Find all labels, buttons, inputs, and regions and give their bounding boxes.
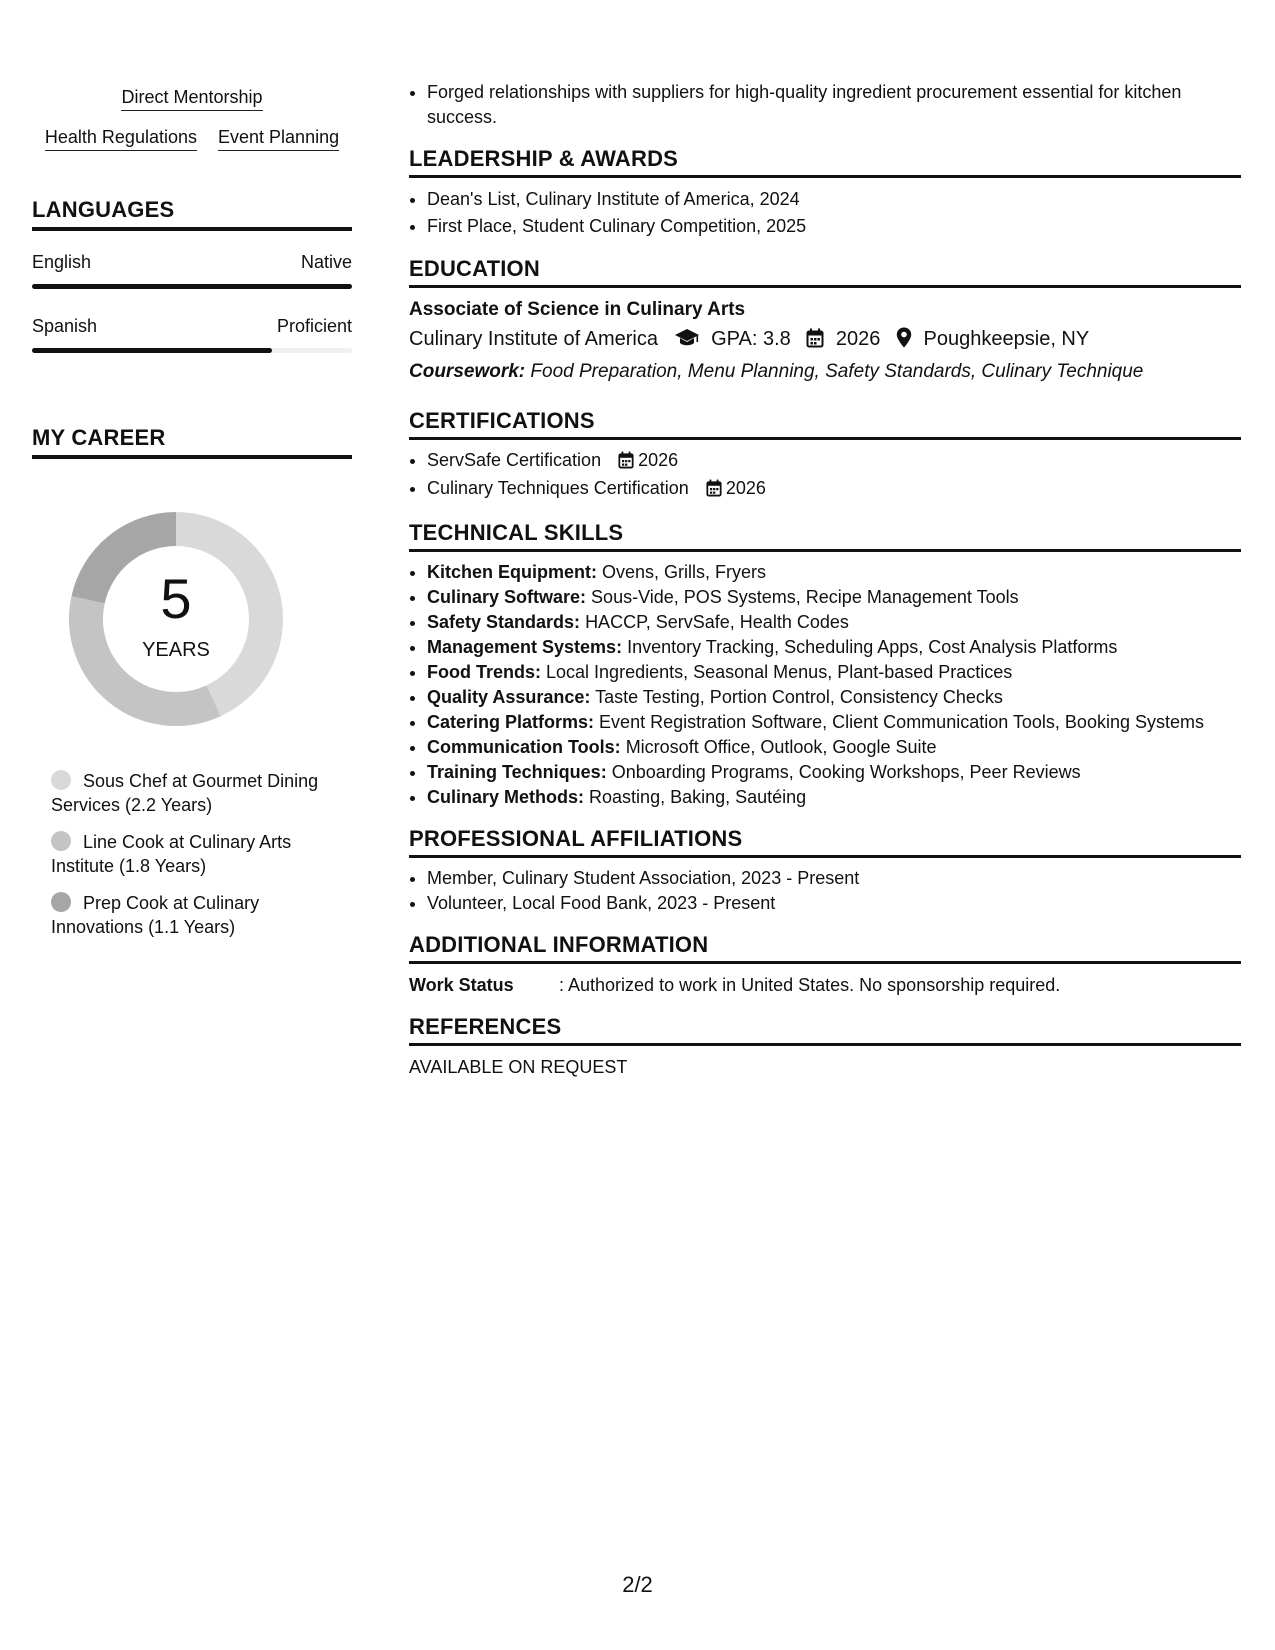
skills-list — [409, 560, 1241, 810]
skill-label: Culinary Methods: — [427, 787, 585, 807]
education-degree: Associate of Science in Culinary Arts — [409, 299, 746, 320]
skill-value: Ovens, Grills, Fryers — [602, 562, 767, 582]
work-status-label: Work Status — [409, 975, 514, 995]
skill-label: Management Systems: — [427, 637, 623, 657]
skills-heading: TECHNICAL SKILLS — [409, 520, 1241, 552]
skill-item — [427, 610, 1241, 635]
leadership-list — [409, 186, 1241, 240]
references-text: AVAILABLE ON REQUEST — [409, 1057, 628, 1077]
leadership-heading: LEADERSHIP & AWARDS — [409, 146, 1241, 178]
language-name: English — [32, 252, 92, 272]
language-spanish — [32, 315, 352, 353]
language-name: Spanish — [32, 316, 98, 336]
certification-year: 2026 — [725, 478, 766, 498]
skill-label: Quality Assurance: — [427, 687, 591, 707]
certifications-list — [409, 448, 1241, 504]
career-item — [51, 830, 352, 878]
career-item-label: Sous Chef at Gourmet Dining Services (2.2 Years) — [51, 771, 319, 815]
legend-dot — [51, 770, 71, 790]
education-meta — [409, 324, 1241, 358]
affiliations-heading: PROFESSIONAL AFFILIATIONS — [409, 826, 1241, 858]
coursework-label: Coursework: — [409, 361, 526, 382]
skill-item — [427, 635, 1241, 660]
skill-label: Culinary Software: — [427, 587, 587, 607]
skill-tags — [32, 86, 352, 151]
skill-item — [427, 685, 1241, 710]
leadership-item: • First Place, Student Culinary Competition, 2025 — [427, 213, 1241, 240]
skill-value: Roasting, Baking, Sautéing — [589, 787, 807, 807]
language-bar-fill — [32, 284, 352, 289]
calendar-icon — [618, 451, 634, 476]
career-item — [51, 891, 352, 939]
language-bar-fill — [32, 348, 272, 353]
certification-name: Culinary Techniques Certification — [427, 478, 689, 498]
affiliation-item: • Volunteer, Local Food Bank, 2023 - Present — [427, 891, 1241, 916]
skill-label: Kitchen Equipment: — [427, 562, 597, 582]
work-status-value: : Authorized to work in United States. No sponsorship required. — [559, 975, 1061, 995]
legend-dot — [51, 892, 71, 912]
legend-dot — [51, 831, 71, 851]
leadership-item: • Dean's List, Culinary Institute of America, 2024 — [427, 186, 1241, 213]
skill-tag: Health Regulations — [45, 126, 197, 151]
certifications-heading: CERTIFICATIONS — [409, 408, 1241, 440]
education-heading: EDUCATION — [409, 256, 1241, 288]
skill-value: Inventory Tracking, Scheduling Apps, Cost Analysis Platforms — [627, 637, 1118, 657]
skill-value: Onboarding Programs, Cooking Workshops, Peer Reviews — [611, 762, 1081, 782]
career-total-number: 5 — [160, 567, 192, 630]
calendar-icon — [706, 479, 722, 504]
career-item-label: Prep Cook at Culinary Innovations (1.1 Years) — [51, 893, 260, 937]
career-heading: MY CAREER — [32, 425, 352, 459]
certification-item — [427, 448, 1241, 476]
skill-value: Taste Testing, Portion Control, Consistency Checks — [595, 687, 1003, 707]
education-school: Culinary Institute of America — [409, 328, 658, 350]
language-bar — [32, 348, 352, 353]
career-total-unit: YEARS — [142, 639, 210, 661]
career-item-label: Line Cook at Culinary Arts Institute (1.8 Years) — [51, 832, 292, 876]
language-bar — [32, 284, 352, 289]
skill-label: Safety Standards: — [427, 612, 581, 632]
skill-label: Communication Tools: — [427, 737, 621, 757]
career-item — [51, 769, 352, 817]
career-total — [56, 499, 296, 739]
career-legend — [32, 769, 352, 939]
affiliation-item: • Member, Culinary Student Association, 2023 - Present — [427, 866, 1241, 891]
skill-value: HACCP, ServSafe, Health Codes — [585, 612, 849, 632]
certification-item — [427, 476, 1241, 504]
calendar-icon — [806, 327, 824, 358]
education-year: 2026 — [835, 328, 881, 350]
skill-value: Sous-Vide, POS Systems, Recipe Management Tools — [591, 587, 1019, 607]
affiliations-list — [409, 866, 1241, 916]
skill-tag: Event Planning — [218, 126, 339, 151]
skill-item — [427, 585, 1241, 610]
language-level: Proficient — [276, 316, 352, 336]
skill-value: Event Registration Software, Client Communication Tools, Booking Systems — [599, 712, 1204, 732]
references-heading: REFERENCES — [409, 1014, 1241, 1046]
experience-bullet: • Forged relationships with suppliers for high-quality ingredient procurement essential for kitchen success. — [427, 80, 1241, 130]
experience-bullets — [409, 80, 1241, 130]
location-pin-icon — [896, 327, 912, 358]
skill-tag: Direct Mentorship — [121, 86, 262, 111]
skill-label: Catering Platforms: — [427, 712, 595, 732]
skill-item — [427, 785, 1241, 810]
graduation-cap-icon — [674, 327, 700, 358]
languages-heading: LANGUAGES — [32, 197, 352, 231]
additional-info-heading: ADDITIONAL INFORMATION — [409, 932, 1241, 964]
skill-item — [427, 760, 1241, 785]
skill-item — [427, 735, 1241, 760]
page-number: 2/2 — [622, 1572, 653, 1597]
education-coursework — [409, 358, 1241, 386]
sidebar — [32, 86, 352, 952]
skill-item — [427, 660, 1241, 685]
skill-item — [427, 710, 1241, 735]
skill-value: Local Ingredients, Seasonal Menus, Plant-based Practices — [546, 662, 1013, 682]
education-gpa: GPA: 3.8 — [711, 328, 791, 350]
skill-label: Training Techniques: — [427, 762, 607, 782]
certification-year: 2026 — [638, 450, 679, 470]
coursework-list: Food Preparation, Menu Planning, Safety Standards, Culinary Technique — [530, 361, 1144, 382]
language-english — [32, 251, 352, 289]
work-status-row — [409, 972, 1241, 998]
skill-label: Food Trends: — [427, 662, 541, 682]
main-content — [409, 80, 1241, 1080]
career-donut — [56, 499, 296, 739]
certification-name: ServSafe Certification — [427, 450, 602, 470]
education-location: Poughkeepsie, NY — [923, 328, 1090, 350]
skill-item — [427, 560, 1241, 585]
language-level: Native — [300, 252, 352, 272]
skill-value: Microsoft Office, Outlook, Google Suite — [625, 737, 937, 757]
